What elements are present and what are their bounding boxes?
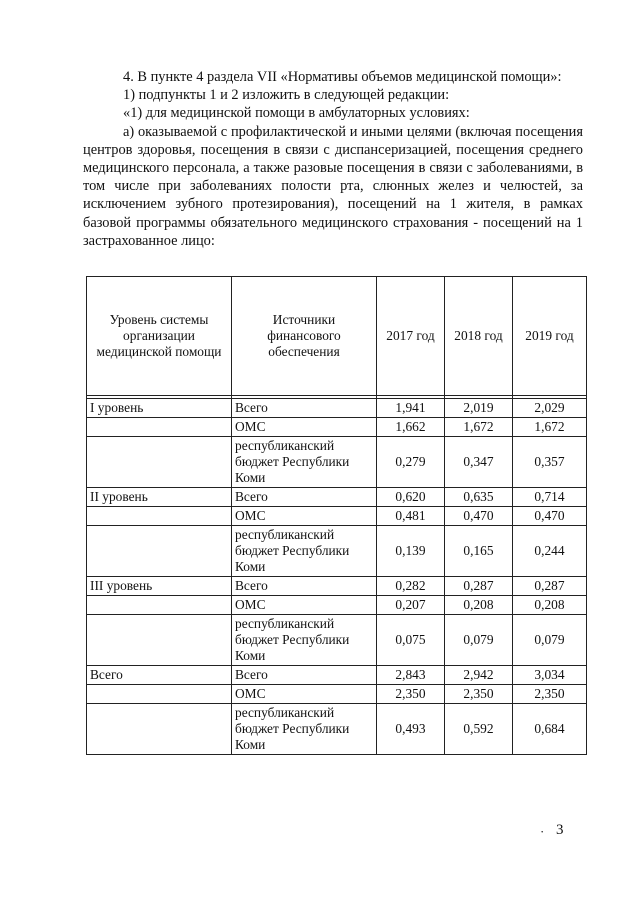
norms-table xyxy=(86,276,587,755)
source-cell: Всего xyxy=(232,577,377,596)
value-2017-cell: 0,620 xyxy=(377,488,445,507)
value-2018-cell: 2,942 xyxy=(445,666,513,685)
table-row xyxy=(87,615,587,666)
value-2017-cell: 0,139 xyxy=(377,526,445,577)
header-2018: 2018 год xyxy=(445,277,513,396)
source-cell: республиканский бюджет Республики Коми xyxy=(232,704,377,755)
value-2018-cell: 0,347 xyxy=(445,437,513,488)
table-row xyxy=(87,577,587,596)
intro-text xyxy=(83,68,583,250)
source-cell: ОМС xyxy=(232,596,377,615)
value-2017-cell: 1,662 xyxy=(377,418,445,437)
table-body xyxy=(87,396,587,755)
level-cell-empty xyxy=(87,615,232,666)
table-row xyxy=(87,507,587,526)
value-2018-cell: 0,165 xyxy=(445,526,513,577)
value-2019-cell: 2,350 xyxy=(513,685,587,704)
level-cell-empty xyxy=(87,704,232,755)
value-2017-cell: 2,350 xyxy=(377,685,445,704)
table-row xyxy=(87,596,587,615)
value-2017-cell: 0,279 xyxy=(377,437,445,488)
value-2017-cell: 0,493 xyxy=(377,704,445,755)
level-cell-empty xyxy=(87,526,232,577)
level-cell-empty xyxy=(87,437,232,488)
value-2018-cell: 0,208 xyxy=(445,596,513,615)
level-cell: I уровень xyxy=(87,399,232,418)
value-2017-cell: 0,282 xyxy=(377,577,445,596)
value-2017-cell: 1,941 xyxy=(377,399,445,418)
intro-paragraph-2: 1) подпункты 1 и 2 изложить в следующей редакции: xyxy=(123,87,450,104)
table-header-row xyxy=(87,277,587,396)
value-2018-cell: 0,635 xyxy=(445,488,513,507)
value-2018-cell: 1,672 xyxy=(445,418,513,437)
value-2019-cell: 3,034 xyxy=(513,666,587,685)
table-row xyxy=(87,526,587,577)
value-2018-cell: 2,019 xyxy=(445,399,513,418)
table-row xyxy=(87,666,587,685)
value-2019-cell: 0,714 xyxy=(513,488,587,507)
level-cell-empty xyxy=(87,685,232,704)
value-2018-cell: 2,350 xyxy=(445,685,513,704)
value-2018-cell: 0,287 xyxy=(445,577,513,596)
source-cell: республиканский бюджет Республики Коми xyxy=(232,526,377,577)
level-cell-empty xyxy=(87,596,232,615)
source-cell: республиканский бюджет Республики Коми xyxy=(232,615,377,666)
value-2019-cell: 1,672 xyxy=(513,418,587,437)
header-level: Уровень системы организации медицинской помощи xyxy=(87,277,232,396)
value-2019-cell: 0,684 xyxy=(513,704,587,755)
table-row xyxy=(87,704,587,755)
value-2019-cell: 0,287 xyxy=(513,577,587,596)
value-2019-cell: 0,470 xyxy=(513,507,587,526)
value-2017-cell: 0,075 xyxy=(377,615,445,666)
intro-paragraph-1: 4. В пункте 4 раздела VII «Нормативы объемов медицинской помощи»: xyxy=(123,69,562,85)
value-2019-cell: 2,029 xyxy=(513,399,587,418)
source-cell: Всего xyxy=(232,488,377,507)
value-2019-cell: 0,244 xyxy=(513,526,587,577)
intro-paragraph-4: а) оказываемой с профилактической и иными целями (включая посещения центров здоровья, посещения в связи с диспансеризацией, посещения среднего медицинского персонала, а также разовые посещения в связи с заболеваниями, в том числе при заболеваниях полости рта, слюнных желез и челюстей, за исключением зубного протезирования), посещений на 1 жителя, в рамках базовой программы обязательного медицинского страхования - посещений на 1 застрахованное лицо: xyxy=(83,123,583,249)
level-cell-empty xyxy=(87,418,232,437)
source-cell: ОМС xyxy=(232,507,377,526)
value-2017-cell: 0,207 xyxy=(377,596,445,615)
value-2019-cell: 0,208 xyxy=(513,596,587,615)
level-cell: II уровень xyxy=(87,488,232,507)
header-source: Источники финансового обеспечения xyxy=(232,277,377,396)
intro-paragraph-3: «1) для медицинской помощи в амбулаторных условиях: xyxy=(123,105,470,122)
level-cell-empty xyxy=(87,507,232,526)
source-cell: Всего xyxy=(232,666,377,685)
table-row xyxy=(87,685,587,704)
level-cell: III уровень xyxy=(87,577,232,596)
footer-dot: · xyxy=(540,824,545,839)
table-row xyxy=(87,488,587,507)
source-cell: республиканский бюджет Республики Коми xyxy=(232,437,377,488)
source-cell: Всего xyxy=(232,399,377,418)
value-2019-cell: 0,357 xyxy=(513,437,587,488)
value-2017-cell: 2,843 xyxy=(377,666,445,685)
source-cell: ОМС xyxy=(232,685,377,704)
value-2017-cell: 0,481 xyxy=(377,507,445,526)
value-2018-cell: 0,470 xyxy=(445,507,513,526)
value-2019-cell: 0,079 xyxy=(513,615,587,666)
value-2018-cell: 0,079 xyxy=(445,615,513,666)
table-row xyxy=(87,418,587,437)
source-cell: ОМС xyxy=(232,418,377,437)
value-2018-cell: 0,592 xyxy=(445,704,513,755)
table-row xyxy=(87,399,587,418)
page-number: 3 xyxy=(556,822,564,838)
header-2017: 2017 год xyxy=(377,277,445,396)
header-2019: 2019 год xyxy=(513,277,587,396)
table-row xyxy=(87,437,587,488)
level-cell: Всего xyxy=(87,666,232,685)
